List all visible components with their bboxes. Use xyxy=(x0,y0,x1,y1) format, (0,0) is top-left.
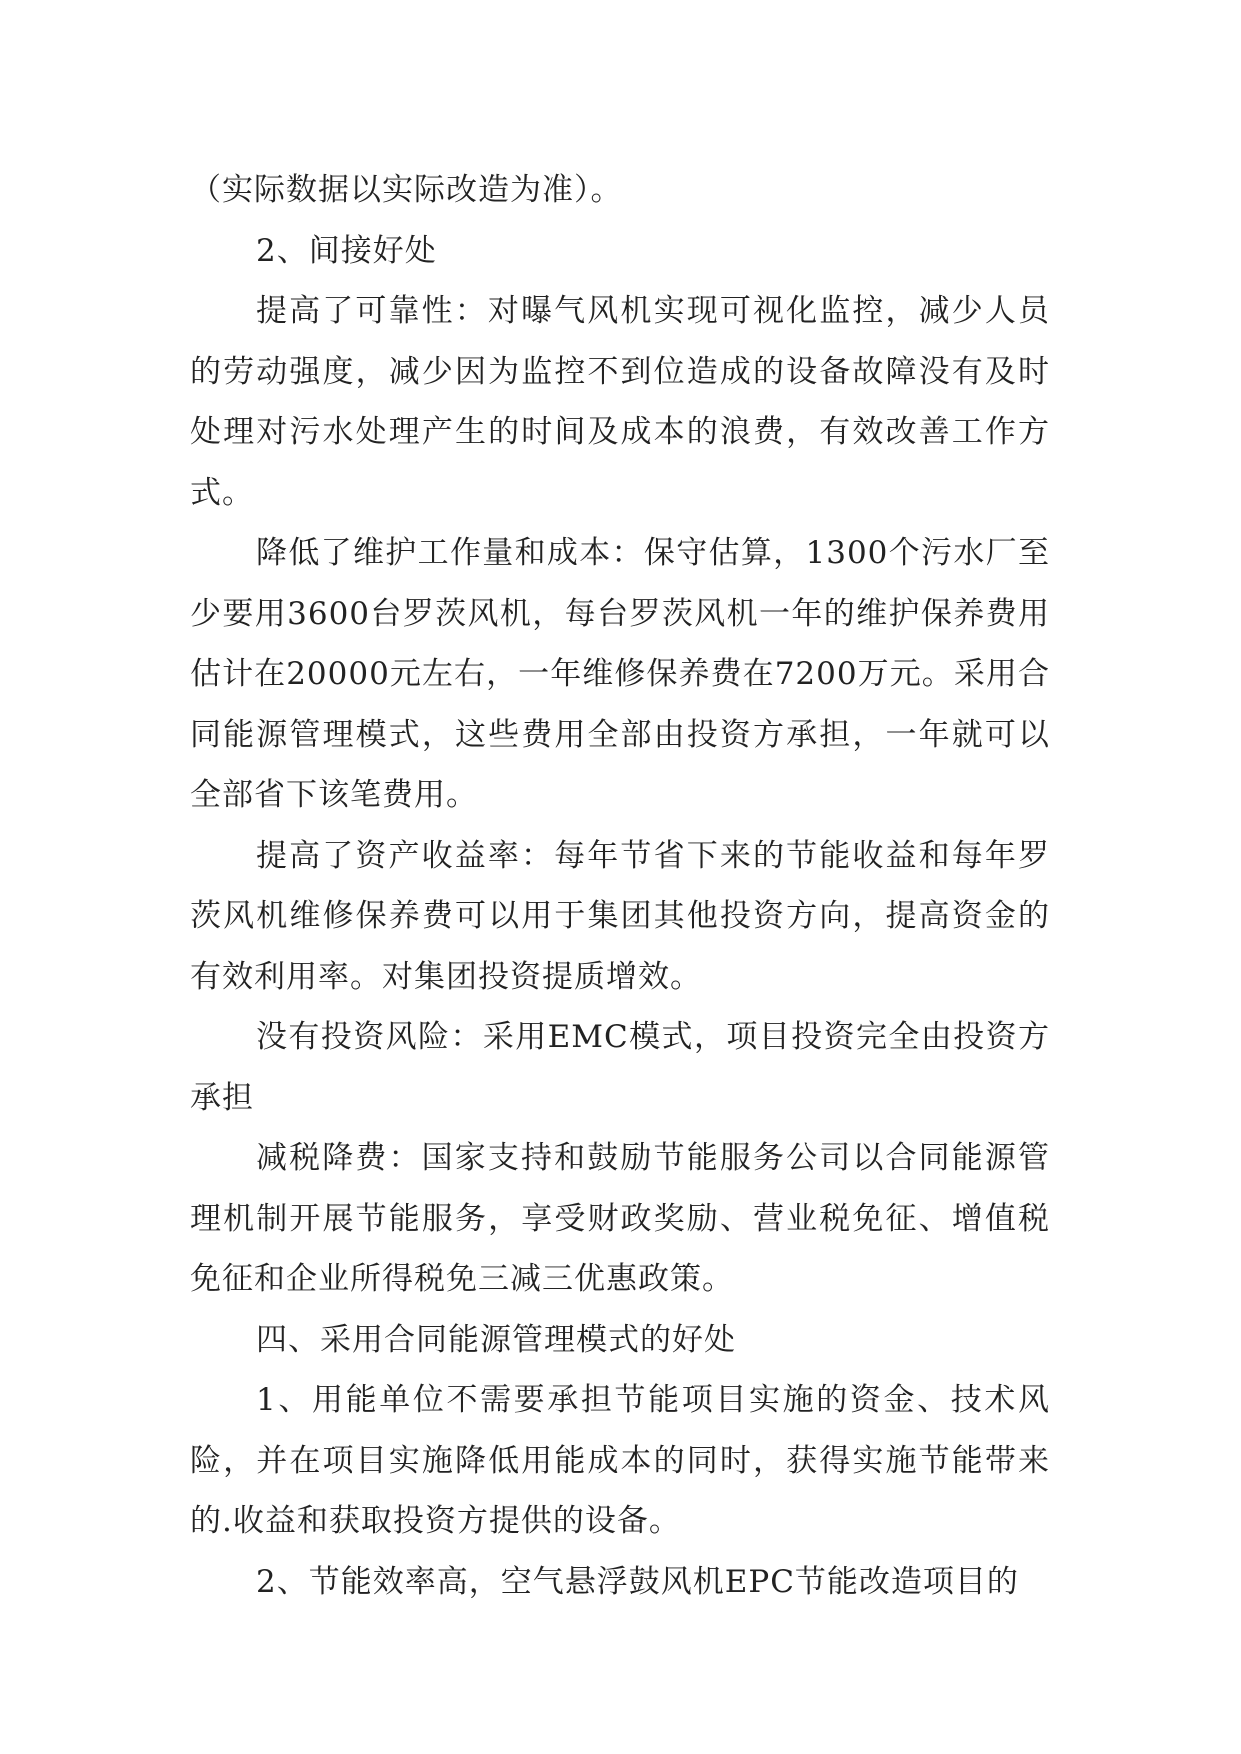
heading-emc-benefits: 四、采用合同能源管理模式的好处 xyxy=(256,1321,736,1358)
paragraph-no-investment-risk: 没有投资风险：采用EMC模式，项目投资完全由投资方承担 xyxy=(190,1019,1050,1116)
heading-indirect-benefits: 2、间接好处 xyxy=(256,232,437,269)
paragraph-tax-reduction: 减税降费：国家支持和鼓励节能服务公司以合同能源管理机制开展节能服务，享受财政奖励、营业税免征、增值税免征和企业所得税免三减三优惠政策。 xyxy=(190,1140,1050,1297)
paragraph-asset-return: 提高了资产收益率：每年节省下来的节能收益和每年罗茨风机维修保养费可以用于集团其他投资方向，提高资金的有效利用率。对集团投资提质增效。 xyxy=(190,837,1050,995)
document-body xyxy=(190,160,1050,1612)
paragraph-data-note: （实际数据以实际改造为准）。 xyxy=(190,172,623,208)
paragraph-reliability: 提高了可靠性：对曝气风机实现可视化监控，减少人员的劳动强度，减少因为监控不到位造成的设备故障没有及时处理对污水处理产生的时间及成本的浪费，有效改善工作方式。 xyxy=(190,293,1050,511)
paragraph-benefit-2: 2、节能效率高，空气悬浮鼓风机EPC节能改造项目的 xyxy=(256,1563,1019,1600)
paragraph-benefit-1: 1、用能单位不需要承担节能项目实施的资金、技术风险，并在项目实施降低用能成本的同时，获得实施节能带来的.收益和获取投资方提供的设备。 xyxy=(190,1382,1050,1539)
paragraph-maintenance-cost: 降低了维护工作量和成本：保守估算，1300个污水厂至少要用3600台罗茨风机，每台罗茨风机一年的维护保养费用估计在20000元左右，一年维修保养费在7200万元。采用合同能源管理模式，这些费用全部由投资方承担，一年就可以全部省下该笔费用。 xyxy=(190,535,1050,813)
